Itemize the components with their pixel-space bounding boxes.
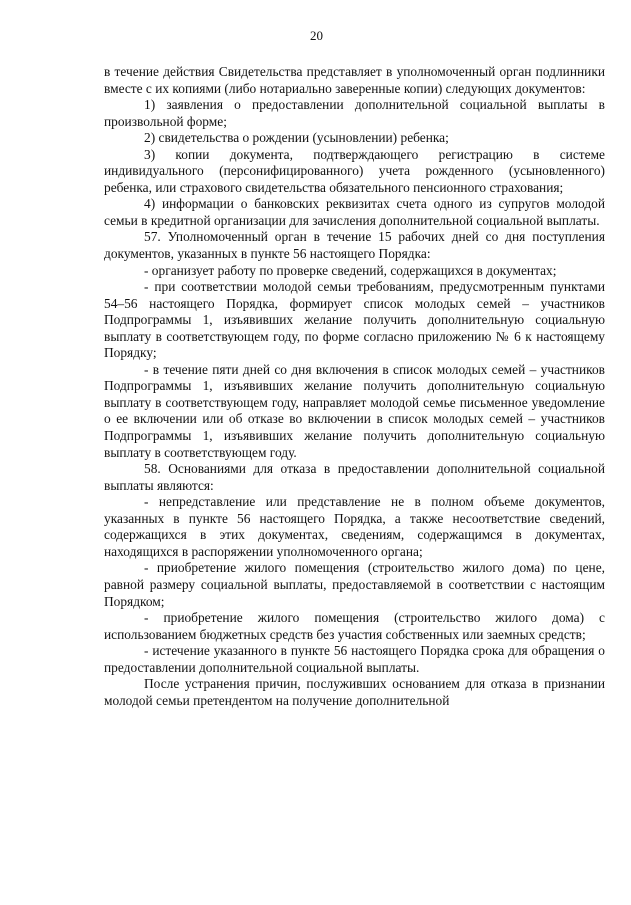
paragraph: - приобретение жилого помещения (строительство жилого дома) с использованием бюджетных средств без участия собственных или заемных средств;	[104, 610, 605, 642]
paragraph: 4) информации о банковских реквизитах счета одного из супругов молодой семьи в кредитной организации для зачисления дополнительной социальной выплаты.	[104, 196, 605, 228]
document-body	[104, 64, 605, 709]
paragraph: После устранения причин, послуживших основанием для отказа в признании молодой семьи претендентом на получение дополнительной	[104, 676, 605, 708]
paragraph: 58. Основаниями для отказа в предоставлении дополнительной социальной выплаты являются:	[104, 461, 605, 493]
paragraph: - истечение указанного в пункте 56 настоящего Порядка срока для обращения о предоставлении дополнительной социальной выплаты.	[104, 643, 605, 675]
paragraph: - при соответствии молодой семьи требованиям, предусмотренным пунктами 54–56 настоящего Порядка, формирует список молодых семей – участников Подпрограммы 1, изъявивших желание получить дополнительную социальную выплату в соответствующем году, по форме согласно приложению № 6 к настоящему Порядку;	[104, 279, 605, 361]
paragraph: 2) свидетельства о рождении (усыновлении) ребенка;	[144, 130, 449, 146]
paragraph: в течение действия Свидетельства представляет в уполномоченный орган подлинники вместе с их копиями (либо нотариально заверенные копии) следующих документов:	[104, 64, 605, 96]
paragraph: - приобретение жилого помещения (строительство жилого дома) по цене, равной размеру социальной выплаты, предоставляемой в соответствии с настоящим Порядком;	[104, 560, 605, 609]
paragraph: - непредставление или представление не в полном объеме документов, указанных в пункте 56 настоящего Порядка, а также несоответствие сведений, содержащихся в этих документах, сведениям, содержащимся в документах, находящихся в распоряжении уполномоченного органа;	[104, 494, 605, 559]
paragraph: 1) заявления о предоставлении дополнительной социальной выплаты в произвольной форме;	[104, 97, 605, 129]
paragraph: - в течение пяти дней со дня включения в список молодых семей – участников Подпрограммы 1, изъявивших желание получить дополнительную социальную выплату в соответствующем году, направляет молодой семье письменное уведомление о ее включении или об отказе во включении в список молодых семей – участников Подпрограммы 1, изъявивших желание получить дополнительную социальную выплату в соответствующем году.	[104, 361, 605, 460]
paragraph: - организует работу по проверке сведений, содержащихся в документах;	[144, 262, 557, 278]
paragraph: 57. Уполномоченный орган в течение 15 рабочих дней со дня поступления документов, указанных в пункте 56 настоящего Порядка:	[104, 229, 605, 262]
paragraph: 3) копии документа, подтверждающего регистрацию в системе индивидуального (персонифицированного) учета рожденного (усыновленного) ребенка, или страхового свидетельства обязательного пенсионного страхования;	[104, 146, 605, 195]
page-number: 20	[310, 28, 323, 43]
